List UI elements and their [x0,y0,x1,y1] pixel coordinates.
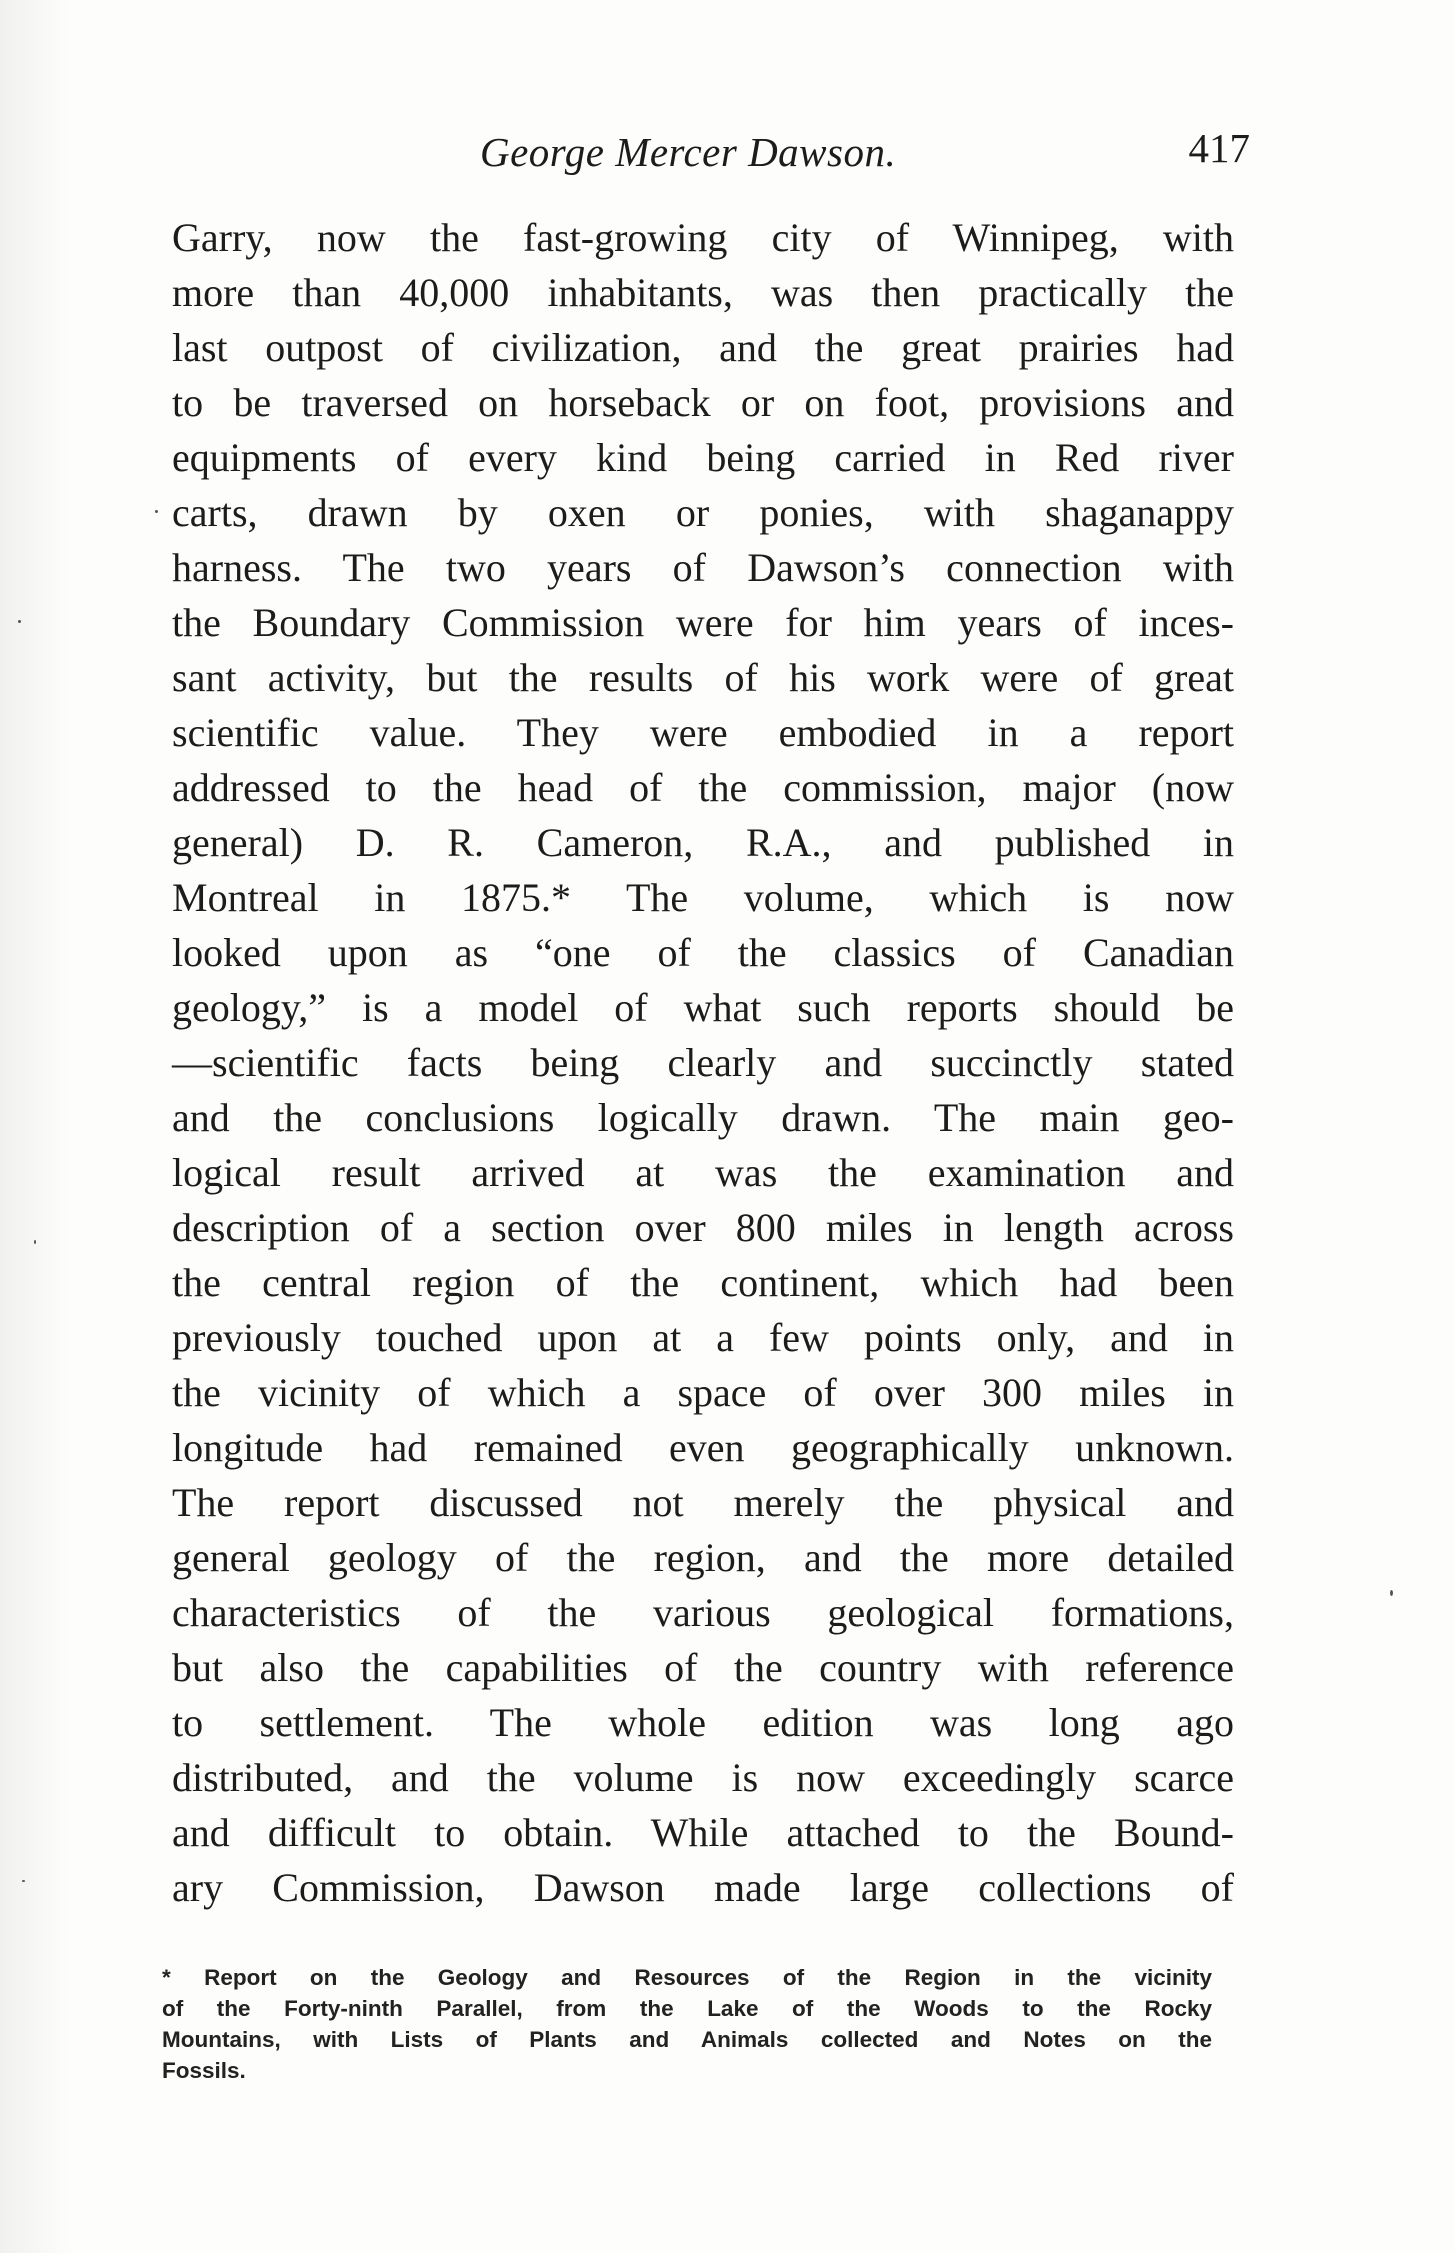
footnote [162,1962,1212,2086]
running-head [480,125,1250,188]
body-line: general) D. R. Cameron, R.A., and published in [172,820,1234,865]
footnote-line: Fossils. [162,2058,246,2083]
body-line: longitude had remained even geographically unknown. [172,1425,1234,1470]
body-line: previously touched upon at a few points only, and in [172,1315,1234,1360]
body-line: —scientific facts being clearly and succinctly stated [172,1040,1234,1085]
body-line: Montreal in 1875.* The volume, which is now [172,875,1234,920]
body-line: equipments of every kind being carried in Red river [172,435,1234,480]
body-line: ary Commission, Dawson made large collections of [172,1865,1234,1910]
footnote-line: of the Forty-ninth Parallel, from the Lake of the Woods to the Rocky [162,1996,1212,2021]
body-line: The report discussed not merely the physical and [172,1480,1234,1525]
body-line: sant activity, but the results of his work were of great [172,655,1234,700]
body-line: more than 40,000 inhabitants, was then practically the [172,270,1234,315]
body-line: addressed to the head of the commission, major (now [172,765,1234,810]
body-line: logical result arrived at was the examination and [172,1150,1234,1195]
footnote-line: * Report on the Geology and Resources of the Region in the vicinity [162,1965,1212,1990]
running-title: George Mercer Dawson. [480,129,897,175]
body-line: and the conclusions logically drawn. The main geo- [172,1095,1234,1140]
scan-speck [155,510,158,513]
body-line: last outpost of civilization, and the great prairies had [172,325,1234,370]
scan-speck [18,620,21,623]
scan-speck [34,1240,36,1244]
body-line: looked upon as “one of the classics of Canadian [172,930,1234,975]
scan-speck [1390,1590,1393,1596]
body-line: the central region of the continent, which had been [172,1260,1234,1305]
scan-speck [22,1880,25,1882]
body-line: description of a section over 800 miles in length across [172,1205,1234,1250]
body-line: carts, drawn by oxen or ponies, with shaganappy [172,490,1234,535]
body-line: to be traversed on horseback or on foot, provisions and [172,380,1234,425]
body-line: to settlement. The whole edition was long ago [172,1700,1234,1745]
body-line: harness. The two years of Dawson’s connection with [172,545,1234,590]
body-line: and difficult to obtain. While attached to the Bound- [172,1810,1234,1855]
scan-edge-shading [0,0,70,2253]
body-line: distributed, and the volume is now exceedingly scarce [172,1755,1234,1800]
page-number: 417 [1188,125,1250,171]
footnote-line: Mountains, with Lists of Plants and Animals collected and Notes on the [162,2027,1212,2052]
body-line: scientific value. They were embodied in a report [172,710,1234,755]
body-line: characteristics of the various geological formations, [172,1590,1234,1635]
body-line: geology,” is a model of what such reports should be [172,985,1234,1030]
body-line: Garry, now the fast-growing city of Winnipeg, with [172,215,1234,260]
body-text [172,210,1234,1915]
body-line: general geology of the region, and the more detailed [172,1535,1234,1580]
body-line: the vicinity of which a space of over 300 miles in [172,1370,1234,1415]
body-line: the Boundary Commission were for him years of inces- [172,600,1234,645]
body-line: but also the capabilities of the country with reference [172,1645,1234,1690]
